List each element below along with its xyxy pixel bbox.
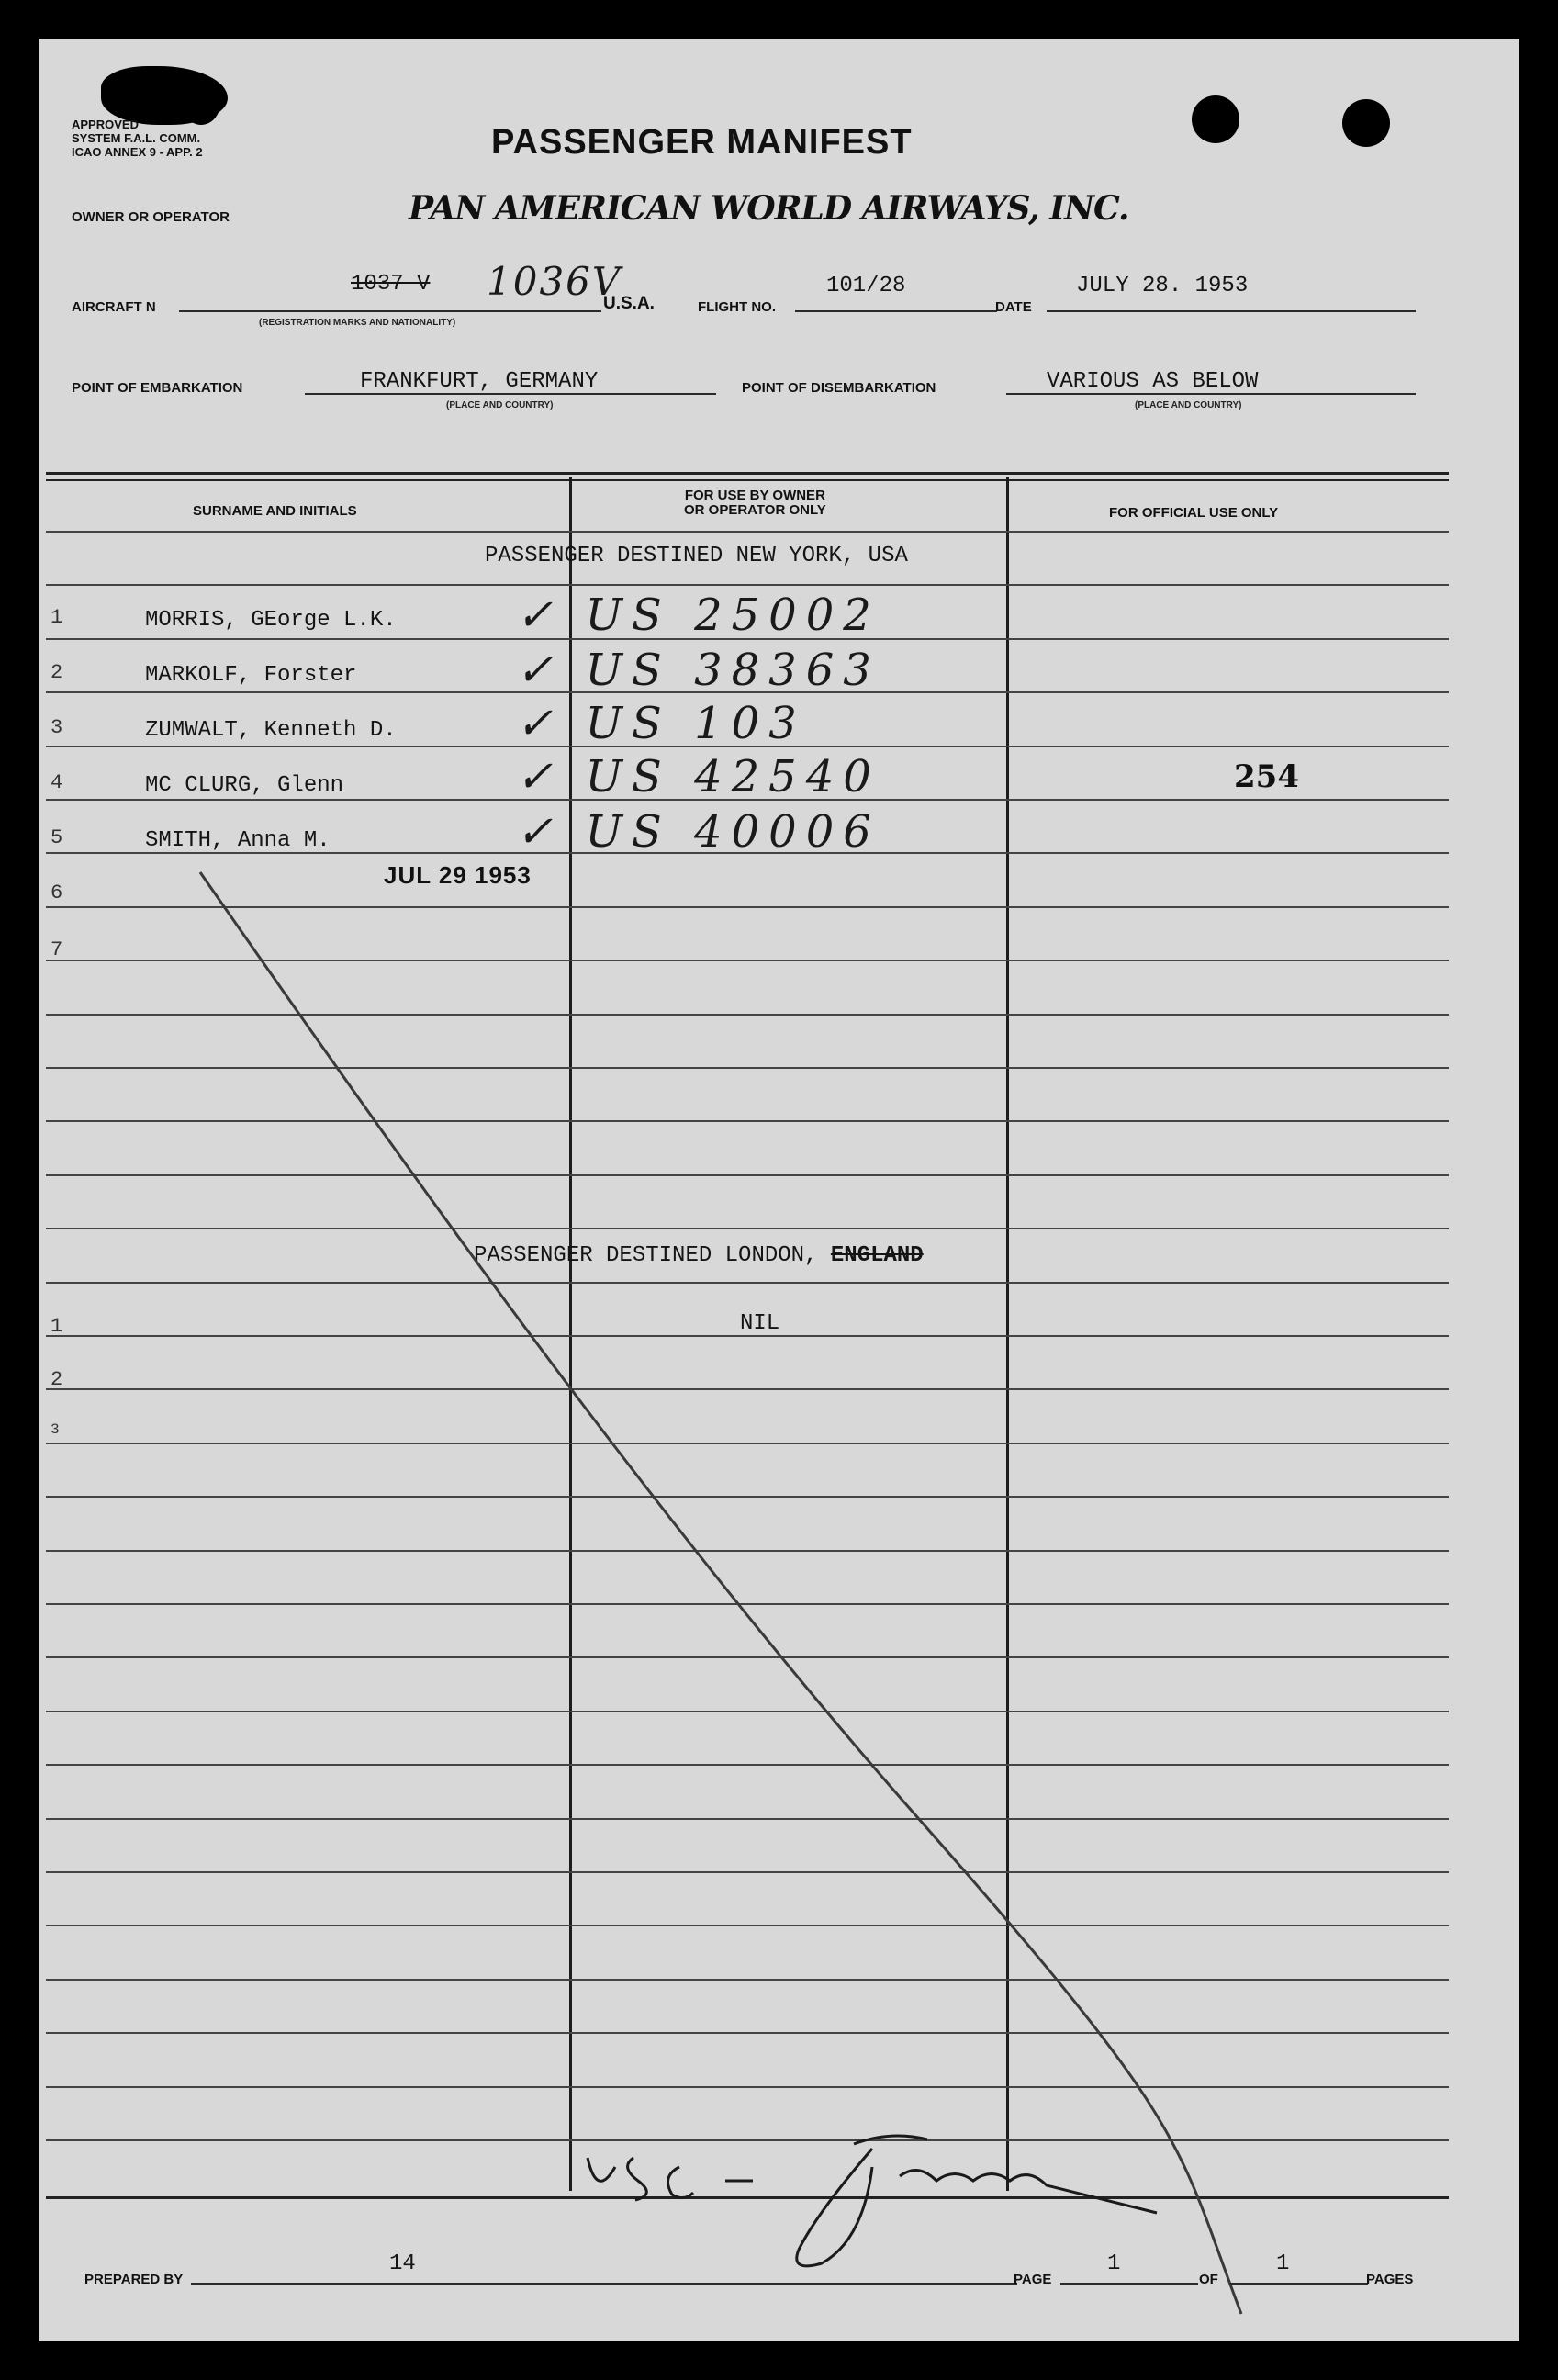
date-stamp: JUL 29 1953 xyxy=(384,861,532,889)
of-label: OF xyxy=(1199,2272,1218,2287)
row-number: 1 xyxy=(50,1315,63,1338)
passenger-name: MARKOLF, Forster xyxy=(145,663,357,688)
disembark-value: VARIOUS AS BELOW xyxy=(1047,369,1259,394)
disembark-label: POINT OF DISEMBARKATION xyxy=(742,380,936,396)
date-label: DATE xyxy=(995,299,1032,315)
page-title: PASSENGER MANIFEST xyxy=(491,123,913,162)
passenger-code: ✓ US 103 xyxy=(516,698,806,749)
nationality: U.S.A. xyxy=(603,294,655,313)
signature-mark xyxy=(569,2112,1194,2277)
col-official: FOR OFFICIAL USE ONLY xyxy=(1109,505,1279,521)
disembark-caption: (PLACE AND COUNTRY) xyxy=(1135,400,1242,410)
flight-date: JULY 28. 1953 xyxy=(1076,274,1249,298)
nil-entry: NIL xyxy=(740,1311,780,1336)
col-owner-use: FOR USE BY OWNER OR OPERATOR ONLY xyxy=(684,488,826,518)
row-number: 4 xyxy=(50,771,63,794)
approval-block: APPROVED SYSTEM F.A.L. COMM. ICAO ANNEX 9 - APP. 2 xyxy=(72,118,203,159)
passenger-name: MORRIS, GEorge L.K. xyxy=(145,608,397,633)
row-number: 1 xyxy=(50,606,63,629)
passenger-name: MC CLURG, Glenn xyxy=(145,773,344,798)
passenger-code: ✓ US 38363 xyxy=(516,645,880,696)
row-number: 7 xyxy=(50,938,63,961)
operator-name: PAN AMERICAN WORLD AIRWAYS, INC. xyxy=(409,189,1129,228)
prepared-label: PREPARED BY xyxy=(84,2272,184,2287)
section-heading-london: PASSENGER DESTINED LONDON, ENGLAND xyxy=(474,1243,924,1268)
passenger-code: ✓ US 40006 xyxy=(516,806,880,858)
flight-label: FLIGHT NO. xyxy=(698,299,776,315)
page-label: PAGE xyxy=(1014,2272,1052,2287)
section-heading-ny: PASSENGER DESTINED NEW YORK, USA xyxy=(485,544,908,568)
row-number: 2 xyxy=(50,661,63,684)
passenger-name: ZUMWALT, Kenneth D. xyxy=(145,718,397,743)
passenger-code: ✓ US 25002 xyxy=(516,589,880,641)
passenger-name: SMITH, Anna M. xyxy=(145,828,331,853)
embark-caption: (PLACE AND COUNTRY) xyxy=(446,400,554,410)
embark-value: FRANKFURT, GERMANY xyxy=(360,369,599,394)
registration-caption: (REGISTRATION MARKS AND NATIONALITY) xyxy=(259,318,456,328)
row-number: 3 xyxy=(50,716,63,739)
embark-label: POINT OF EMBARKATION xyxy=(72,380,243,396)
aircraft-label: AIRCRAFT N xyxy=(72,299,156,315)
page-value: 1 xyxy=(1107,2251,1121,2276)
prepared-value: 14 xyxy=(389,2251,416,2276)
official-value: 254 xyxy=(1234,758,1299,795)
row-number: 3 xyxy=(50,1421,60,1438)
overstruck-word: ENGLAND xyxy=(830,1243,924,1268)
flight-number: 101/28 xyxy=(826,274,906,298)
row-number: 6 xyxy=(50,881,63,904)
of-value: 1 xyxy=(1276,2251,1290,2276)
pages-label: PAGES xyxy=(1366,2272,1414,2287)
row-number: 5 xyxy=(50,826,63,849)
passenger-code: ✓ US 42540 xyxy=(516,751,880,803)
owner-label: OWNER OR OPERATOR xyxy=(72,209,230,225)
aircraft-number: 1036V xyxy=(487,259,622,304)
aircraft-crossed: 1037 V xyxy=(351,272,431,297)
col-surname: SURNAME AND INITIALS xyxy=(193,503,357,519)
row-number: 2 xyxy=(50,1368,63,1391)
